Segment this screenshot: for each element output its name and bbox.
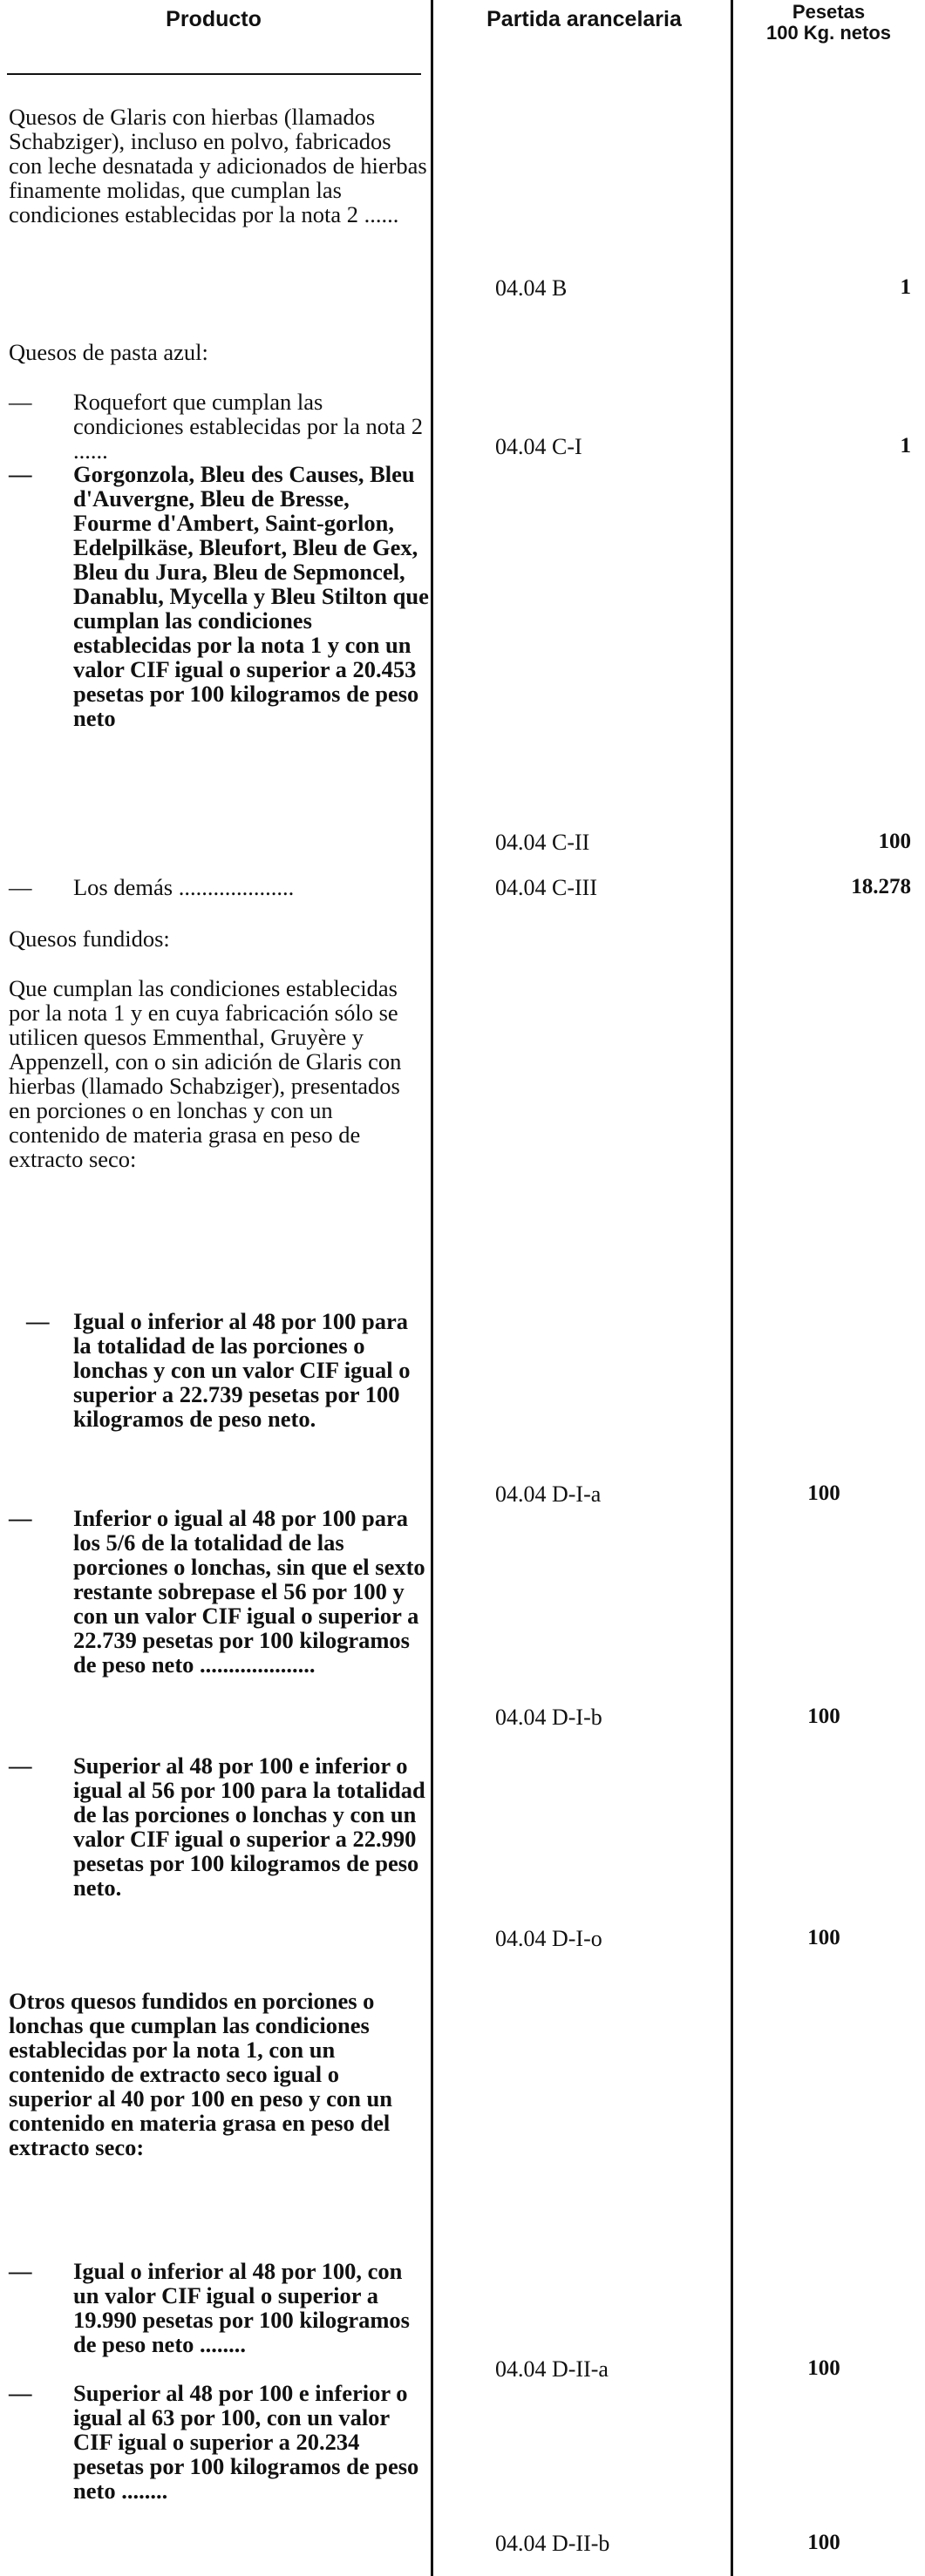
- table-header: [0, 0, 925, 74]
- column-header-partida: Partida arancelaria: [486, 7, 682, 31]
- partida-roquefort: 04.04 C-I: [495, 434, 582, 459]
- section-title-azul: Quesos de pasta azul:: [9, 339, 208, 365]
- pesetas-dic-value: 100: [807, 1926, 840, 1949]
- pesetas-roquefort-value: 1: [900, 434, 911, 458]
- product-diia: Igual o inferior al 48 por 100, con un valor CIF igual o superior a 19.990 pesetas por 100 kilogramos de peso neto ........: [73, 2258, 410, 2357]
- column-divider-1: [431, 0, 433, 2576]
- partida-dia: 04.04 D-I-a: [495, 1481, 602, 1507]
- partida-demas: 04.04 C-III: [495, 875, 597, 900]
- pesetas-gorgonzola: [737, 830, 911, 854]
- pesetas-glaris: [737, 275, 911, 300]
- dash-marker: —: [26, 1308, 50, 1334]
- column-header-pesetas-line1: Pesetas: [792, 1, 866, 23]
- section-title-fundidos: Quesos fundidos:: [9, 925, 170, 952]
- fundidos-intro: Que cumplan las condiciones establecidas por la nota 1 y en cuya fabricación sólo se utilicen quesos Emmenthal, Gruyère y Appenzell, con o sin adición de Glaris con hierbas (llamado Schabziger), presentados en porciones o en lonchas y con un contenido de materia grasa en peso de extracto seco:: [9, 975, 402, 1172]
- dash-marker: —: [9, 389, 32, 415]
- dash-marker: —: [9, 461, 32, 487]
- partida-gorgonzola: 04.04 C-II: [495, 830, 590, 855]
- partida-diia: 04.04 D-II-a: [495, 2356, 609, 2382]
- pesetas-diib-value: 100: [807, 2531, 840, 2554]
- pesetas-dib: [737, 1705, 911, 1729]
- pesetas-diia-value: 100: [807, 2356, 840, 2380]
- column-header-pesetas: [732, 2, 925, 44]
- otros-intro: Otros quesos fundidos en porciones o lonchas que cumplan las condiciones establecidas por la nota 1, con un contenido de extracto seco igual o superior al 40 por 100 en peso y con un contenido en materia grasa en peso del extracto seco:: [9, 1988, 393, 2160]
- pesetas-gorgonzola-value: 100: [878, 830, 911, 853]
- product-dib: Inferior o igual al 48 por 100 para los 5/6 de la totalidad de las porciones o lonchas, sin que el sexto restante sobrepase el 56 por 100 y con un valor CIF igual o superior a 22.739 pesetas por 100 kilogramos de peso neto ....................: [73, 1505, 425, 1678]
- product-dia: Igual o inferior al 48 por 100 para la totalidad de las porciones o lonchas y con un valor CIF igual o superior a 22.739 pesetas por 100 kilogramos de peso neto.: [73, 1308, 411, 1432]
- dash-marker: —: [9, 2380, 32, 2406]
- column-header-pesetas-line2: 100 Kg. netos: [765, 22, 892, 44]
- column-header-producto: Producto: [166, 7, 262, 31]
- column-divider-2: [731, 0, 733, 2576]
- product-roquefort: Roquefort que cumplan las condiciones establecidas por la nota 2 ......: [73, 389, 424, 464]
- pesetas-diia: [737, 2356, 911, 2381]
- pesetas-dib-value: 100: [807, 1705, 840, 1728]
- pesetas-dia-value: 100: [807, 1481, 840, 1505]
- product-demas: Los demás ....................: [73, 875, 295, 899]
- header-rule: [7, 73, 421, 75]
- partida-glaris: 04.04 B: [495, 275, 568, 301]
- partida-dic: 04.04 D-I-o: [495, 1926, 602, 1951]
- pesetas-glaris-value: 1: [900, 275, 911, 299]
- product-gorgonzola: Gorgonzola, Bleu des Causes, Bleu d'Auvergne, Bleu de Bresse, Fourme d'Ambert, Saint-gorlon, Edelpilkäse, Bleufort, Bleu de Gex, Bleu du Jura, Bleu de Sepmoncel, Danablu, Mycella y Bleu Stilton que cumplan las condiciones establecidas por la nota 1 y con un valor CIF igual o superior a 20.453 pesetas por 100 kilogramos de peso neto: [73, 461, 429, 731]
- product-dic: Superior al 48 por 100 e inferior o igual al 56 por 100 para la totalidad de las porciones o lonchas y con un valor CIF igual o superior a 22.990 pesetas por 100 kilogramos de peso neto.: [73, 1752, 425, 1901]
- pesetas-dia: [737, 1481, 911, 1506]
- pesetas-diib: [737, 2531, 911, 2555]
- dash-marker: —: [9, 874, 32, 900]
- product-diib: Superior al 48 por 100 e inferior o igual al 63 por 100, con un valor CIF igual o superior a 20.234 pesetas por 100 kilogramos de peso neto ........: [73, 2380, 419, 2504]
- partida-diib: 04.04 D-II-b: [495, 2531, 610, 2556]
- dash-marker: —: [9, 1752, 32, 1779]
- partida-dib: 04.04 D-I-b: [495, 1705, 602, 1730]
- pesetas-roquefort: [737, 434, 911, 458]
- pesetas-dic: [737, 1926, 911, 1950]
- pesetas-demas: [737, 875, 911, 899]
- product-glaris: Quesos de Glaris con hierbas (llamados Schabziger), incluso en polvo, fabricados con leche desnatada y adicionados de hierbas finamente molidas, que cumplan las condiciones establecidas por la nota 2 ......: [9, 104, 427, 227]
- dash-marker: —: [9, 2258, 32, 2284]
- dash-marker: —: [9, 1505, 32, 1531]
- pesetas-demas-value: 18.278: [851, 875, 911, 898]
